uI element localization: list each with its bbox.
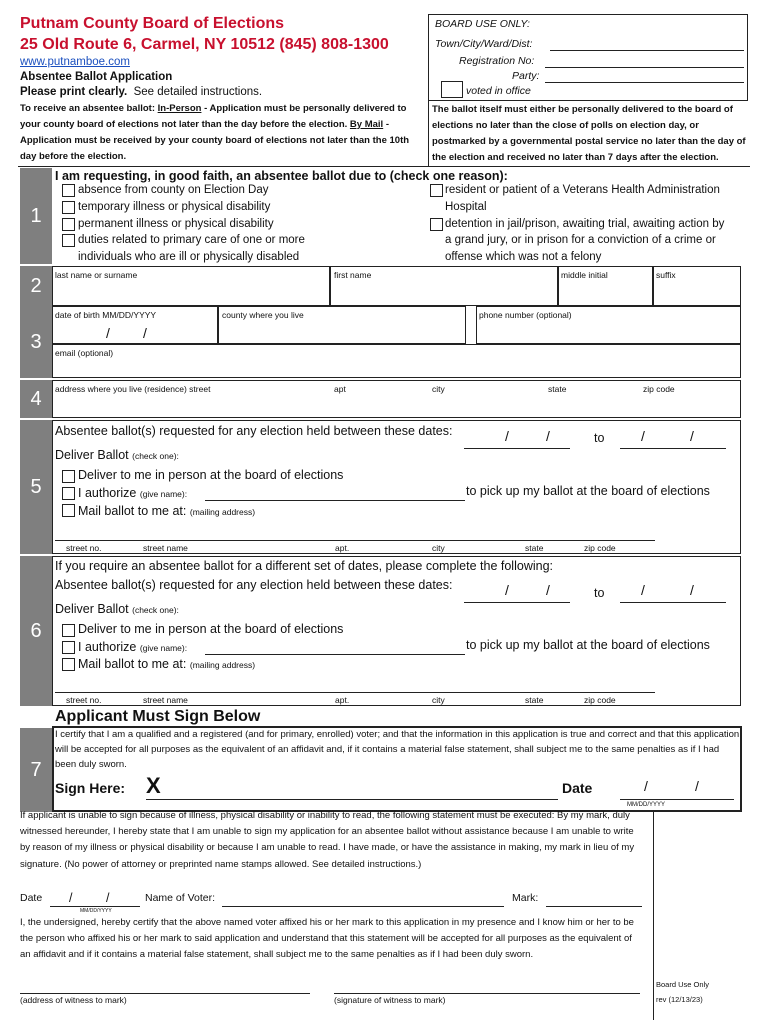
reason-detention-label: detention in jail/prison, awaiting trial, awaiting action by: [445, 218, 725, 230]
s5-state: state: [525, 543, 544, 553]
mark-line[interactable]: [546, 906, 642, 907]
reason-checkbox-caregiver[interactable]: [62, 234, 75, 247]
residence-apt-label: apt: [334, 384, 346, 394]
section-6-deliver: Deliver Ballot (check one):: [55, 602, 179, 616]
residence-state-label: state: [548, 384, 567, 394]
s6-mail-checkbox[interactable]: [62, 658, 75, 671]
section-6-end-date-line[interactable]: [620, 602, 726, 603]
mark-date-format: MM/DD/YYYY: [80, 908, 112, 914]
reason-caregiver-label: duties related to primary care of one or more: [78, 234, 305, 246]
reason-absence-label: absence from county on Election Day: [78, 184, 269, 196]
section-1-number: 1: [20, 168, 52, 264]
email-label: email (optional): [55, 348, 114, 358]
board-use-only-footer: Board Use Only: [656, 980, 709, 989]
applicant-sign-heading: Applicant Must Sign Below: [55, 708, 261, 725]
board-use-registration-line[interactable]: [545, 67, 744, 68]
org-name: Putnam County Board of Elections: [20, 15, 285, 32]
email-field[interactable]: [52, 344, 741, 378]
s6-authorized-name-line[interactable]: [205, 654, 465, 655]
section-6-start-date-line[interactable]: [464, 602, 570, 603]
name-of-voter-line[interactable]: [222, 906, 504, 907]
instructions-left: To receive an absentee ballot: In-Person - Application must be personally delivered to your county board of elections not later than the day before the election. By Mail - Application must be received by your county board of elections not later than the 10th day before the election.: [20, 103, 410, 162]
section-5-start-date-line[interactable]: [464, 448, 570, 449]
sign-x-mark: X: [146, 773, 161, 798]
s5-authorized-name-line[interactable]: [205, 500, 465, 501]
s6-pickup-label: to pick up my ballot at the board of elections: [466, 638, 710, 652]
s5-mail-label: Mail ballot to me at: (mailing address): [78, 504, 256, 518]
dob-label: date of birth MM/DD/YYYY: [55, 310, 157, 320]
witness-signature-line[interactable]: [334, 993, 640, 994]
dob-slash-1: /: [106, 325, 110, 341]
applicant-date-line[interactable]: [620, 799, 734, 800]
section-6-number: 6: [20, 556, 52, 706]
name-of-voter-label: Name of Voter:: [145, 892, 216, 904]
org-address: 25 Old Route 6, Carmel, NY 10512 (845) 808-1300: [20, 36, 389, 53]
s5-deliver-in-person-checkbox[interactable]: [62, 470, 75, 483]
s6-mailing-address-line[interactable]: [55, 692, 655, 693]
first-name-label: first name: [334, 270, 372, 280]
s6-end-slash-2: /: [690, 582, 694, 598]
residence-zip-label: zip code: [643, 384, 675, 394]
sign-date-slash-1: /: [644, 778, 648, 794]
section-6-dates-label: Absentee ballot(s) requested for any election held between these dates:: [55, 578, 453, 592]
s5-pickup-label: to pick up my ballot at the board of elections: [466, 484, 710, 498]
section-2-number: 2: [20, 266, 52, 306]
board-use-town-label: Town/City/Ward/Dist:: [435, 38, 533, 50]
s5-end-slash-2: /: [690, 428, 694, 444]
s6-deliver-in-person-checkbox[interactable]: [62, 624, 75, 637]
section-5-to: to: [594, 431, 605, 445]
board-use-town-line[interactable]: [550, 50, 744, 51]
s6-mail-label: Mail ballot to me at: (mailing address): [78, 657, 256, 671]
residence-city-label: city: [432, 384, 445, 394]
unable-to-sign-text: If applicant is unable to sign because of illness, physical disability or inability to read, the following statement must be executed: By my mark, duly witnessed hereunder, I hereby state that I am unable to sign my application for an absentee ballot without assistance because I am unable to write by reason of my illness or physical disability or because I am unable to read. I have made, or have the assistance in making, my mark in lieu of my signature. (No power of attorney or preprinted name stamps allowed. See detailed instructions.): [20, 810, 635, 870]
board-use-title: BOARD USE ONLY:: [435, 18, 530, 30]
phone-label: phone number (optional): [479, 310, 572, 320]
mark-date-line[interactable]: [50, 906, 140, 907]
mark-date-slash-1: /: [69, 891, 73, 905]
reason-veterans-cont: Hospital: [445, 201, 487, 213]
applicant-signature-line[interactable]: [146, 799, 558, 800]
s5-zip: zip code: [584, 543, 616, 553]
reason-caregiver-cont: individuals who are ill or physically disabled: [78, 251, 300, 263]
board-use-party-line[interactable]: [545, 82, 744, 83]
s5-street-no: street no.: [66, 543, 102, 553]
reason-detention-cont1: a grand jury, or in prison for a conviction of a crime or: [445, 234, 716, 246]
s5-deliver-in-person-label: Deliver to me in person at the board of elections: [78, 468, 344, 482]
section-5-number: 5: [20, 420, 52, 554]
sign-date-slash-2: /: [695, 778, 699, 794]
residence-street-label: address where you live (residence) street: [55, 384, 211, 394]
last-name-label: last name or surname: [55, 270, 138, 280]
sign-date-label: Date: [562, 780, 593, 796]
revision-date: rev (12/13/23): [656, 995, 703, 1004]
sign-date-format: MM/DD/YYYY: [627, 802, 666, 808]
s6-state: state: [525, 695, 544, 705]
s6-authorize-label: I authorize (give name):: [78, 640, 188, 654]
section-4-number: 4: [20, 380, 52, 418]
witness-address-label: (address of witness to mark): [20, 995, 127, 1005]
s6-start-slash-2: /: [546, 582, 550, 598]
reason-checkbox-temporary[interactable]: [62, 201, 75, 214]
website-link[interactable]: www.putnamboe.com: [20, 56, 130, 68]
mark-date-label: Date: [20, 892, 43, 904]
reason-permanent-label: permanent illness or physical disability: [78, 218, 274, 230]
mark-label: Mark:: [512, 892, 539, 904]
mark-date-slash-2: /: [106, 891, 110, 905]
section-6-to: to: [594, 586, 605, 600]
voted-in-office-checkbox[interactable]: [441, 81, 463, 98]
witness-address-line[interactable]: [20, 993, 310, 994]
reason-veterans-label: resident or patient of a Veterans Health Administration: [445, 184, 720, 196]
s6-end-slash-1: /: [641, 582, 645, 598]
witness-statement: I, the undersigned, hereby certify that the above named voter affixed his or her mark to this application in my presence and I know him or her to be the person who affixed his or her mark to said application and understand that this statement will be accepted for all purposes as the equivalent of an affidavit and if it contains a material false statement, shall subject me to the same penalties as if I had been duly sworn.: [20, 917, 634, 960]
section-5-end-date-line[interactable]: [620, 448, 726, 449]
s5-street-name: street name: [143, 543, 188, 553]
reason-checkbox-detention[interactable]: [430, 218, 443, 231]
board-use-registration-label: Registration No:: [459, 55, 535, 67]
ballot-note: The ballot itself must either be personally delivered to the board of elections no later than the close of polls on election day, or postmarked by a governmental postal service no later than the day of the election and received no later than 7 days after the election.: [432, 104, 746, 163]
s5-end-slash-1: /: [641, 428, 645, 444]
section-6-intro: If you require an absentee ballot for a different set of dates, please complete the following:: [55, 559, 553, 573]
reason-temporary-label: temporary illness or physical disability: [78, 201, 271, 213]
s5-mailing-address-line[interactable]: [55, 540, 655, 541]
middle-initial-label: middle initial: [561, 270, 608, 280]
s6-street-name: street name: [143, 695, 188, 705]
witness-signature-label: (signature of witness to mark): [334, 995, 446, 1005]
s5-authorize-checkbox[interactable]: [62, 487, 75, 500]
sign-here-label: Sign Here:: [55, 780, 126, 796]
s5-city: city: [432, 543, 445, 553]
s6-start-slash-1: /: [505, 582, 509, 598]
s6-apt: apt.: [335, 695, 350, 705]
s5-start-slash-1: /: [505, 428, 509, 444]
s6-street-no: street no.: [66, 695, 102, 705]
print-note: Please print clearly. See detailed instructions.: [20, 86, 263, 98]
s6-city: city: [432, 695, 445, 705]
s5-authorize-label: I authorize (give name):: [78, 486, 188, 500]
form-title: Absentee Ballot Application: [20, 71, 173, 83]
s6-zip: zip code: [584, 695, 616, 705]
s5-mail-checkbox[interactable]: [62, 504, 75, 517]
dob-slash-2: /: [143, 325, 147, 341]
certify-text: I certify that I am a qualified and a registered (and for primary, enrolled) voter; and that the information in this application is true and correct and that this application will be accepted for all purposes as the equivalent of an affidavit and, if it contains a material false statement, shall subject me to the same penalties as if I had been duly sworn.: [55, 729, 740, 770]
section-5-dates-label: Absentee ballot(s) requested for any election held between these dates:: [55, 424, 453, 438]
s5-start-slash-2: /: [546, 428, 550, 444]
reason-checkbox-veterans[interactable]: [430, 184, 443, 197]
county-label: county where you live: [222, 310, 304, 320]
reason-checkbox-permanent[interactable]: [62, 218, 75, 231]
reason-detention-cont2: offense which was not a felony: [445, 251, 602, 263]
section-3-number: 3: [20, 306, 52, 378]
section-1-heading: I am requesting, in good faith, an absentee ballot due to (check one reason):: [55, 169, 508, 183]
s6-deliver-in-person-label: Deliver to me in person at the board of elections: [78, 622, 344, 636]
s5-apt: apt.: [335, 543, 350, 553]
suffix-label: suffix: [656, 270, 676, 280]
section-7-number: 7: [20, 728, 52, 812]
section-5-deliver: Deliver Ballot (check one):: [55, 448, 179, 462]
s6-authorize-checkbox[interactable]: [62, 641, 75, 654]
board-use-party-label: Party:: [512, 70, 540, 82]
voted-in-office-label: voted in office: [466, 85, 531, 97]
reason-checkbox-absence[interactable]: [62, 184, 75, 197]
